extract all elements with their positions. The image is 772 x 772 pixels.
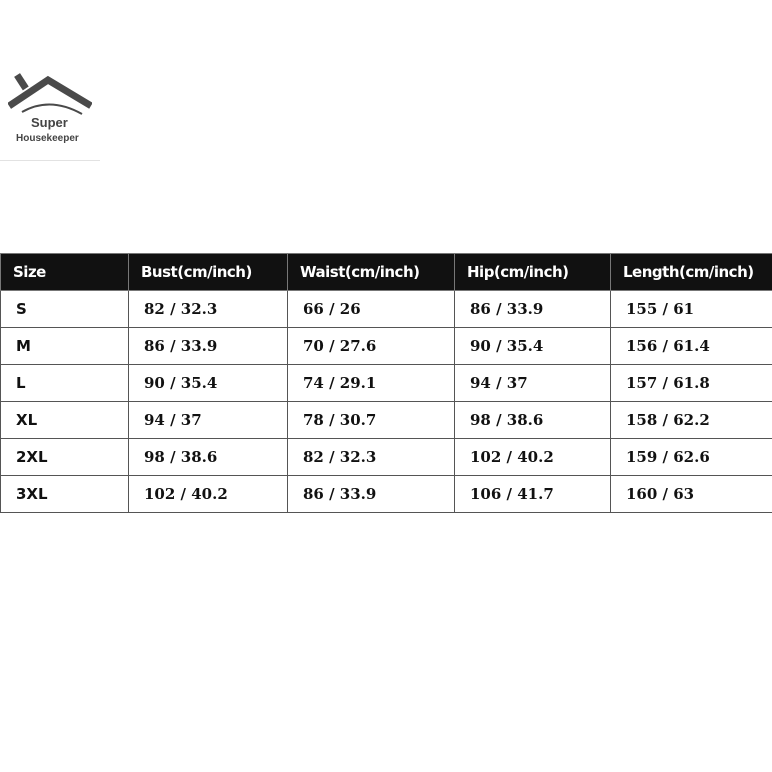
size-cell: 2XL xyxy=(1,439,129,476)
brand-logo xyxy=(0,62,100,161)
size-cell: XL xyxy=(1,402,129,439)
size-cell: L xyxy=(1,365,129,402)
hip-cell: 98 / 38.6 xyxy=(455,402,611,439)
logo-text-super: Super xyxy=(31,115,68,130)
bust-cell: 98 / 38.6 xyxy=(129,439,288,476)
logo-text-housekeeper: Housekeeper xyxy=(16,133,79,144)
header-size: Size xyxy=(1,254,129,291)
header-hip: Hip(cm/inch) xyxy=(455,254,611,291)
table-row xyxy=(1,328,772,365)
length-cell: 156 / 61.4 xyxy=(611,328,772,365)
size-cell: M xyxy=(1,328,129,365)
header-row xyxy=(1,254,772,291)
header-length: Length(cm/inch) xyxy=(611,254,772,291)
waist-cell: 70 / 27.6 xyxy=(288,328,455,365)
bust-cell: 82 / 32.3 xyxy=(129,291,288,328)
length-cell: 158 / 62.2 xyxy=(611,402,772,439)
waist-cell: 74 / 29.1 xyxy=(288,365,455,402)
size-chart-body xyxy=(1,291,772,513)
table-row xyxy=(1,365,772,402)
size-chart-header xyxy=(1,254,772,291)
bust-cell: 94 / 37 xyxy=(129,402,288,439)
size-cell: S xyxy=(1,291,129,328)
hip-cell: 94 / 37 xyxy=(455,365,611,402)
length-cell: 155 / 61 xyxy=(611,291,772,328)
size-cell: 3XL xyxy=(1,476,129,513)
length-cell: 157 / 61.8 xyxy=(611,365,772,402)
table-row xyxy=(1,291,772,328)
waist-cell: 82 / 32.3 xyxy=(288,439,455,476)
header-bust: Bust(cm/inch) xyxy=(129,254,288,291)
table-row xyxy=(1,402,772,439)
house-roof-icon xyxy=(8,72,92,116)
waist-cell: 78 / 30.7 xyxy=(288,402,455,439)
hip-cell: 106 / 41.7 xyxy=(455,476,611,513)
length-cell: 160 / 63 xyxy=(611,476,772,513)
length-cell: 159 / 62.6 xyxy=(611,439,772,476)
table-row xyxy=(1,439,772,476)
waist-cell: 86 / 33.9 xyxy=(288,476,455,513)
hip-cell: 86 / 33.9 xyxy=(455,291,611,328)
table-row xyxy=(1,476,772,513)
hip-cell: 90 / 35.4 xyxy=(455,328,611,365)
size-chart-table xyxy=(0,253,772,513)
bust-cell: 102 / 40.2 xyxy=(129,476,288,513)
header-waist: Waist(cm/inch) xyxy=(288,254,455,291)
hip-cell: 102 / 40.2 xyxy=(455,439,611,476)
bust-cell: 90 / 35.4 xyxy=(129,365,288,402)
bust-cell: 86 / 33.9 xyxy=(129,328,288,365)
waist-cell: 66 / 26 xyxy=(288,291,455,328)
